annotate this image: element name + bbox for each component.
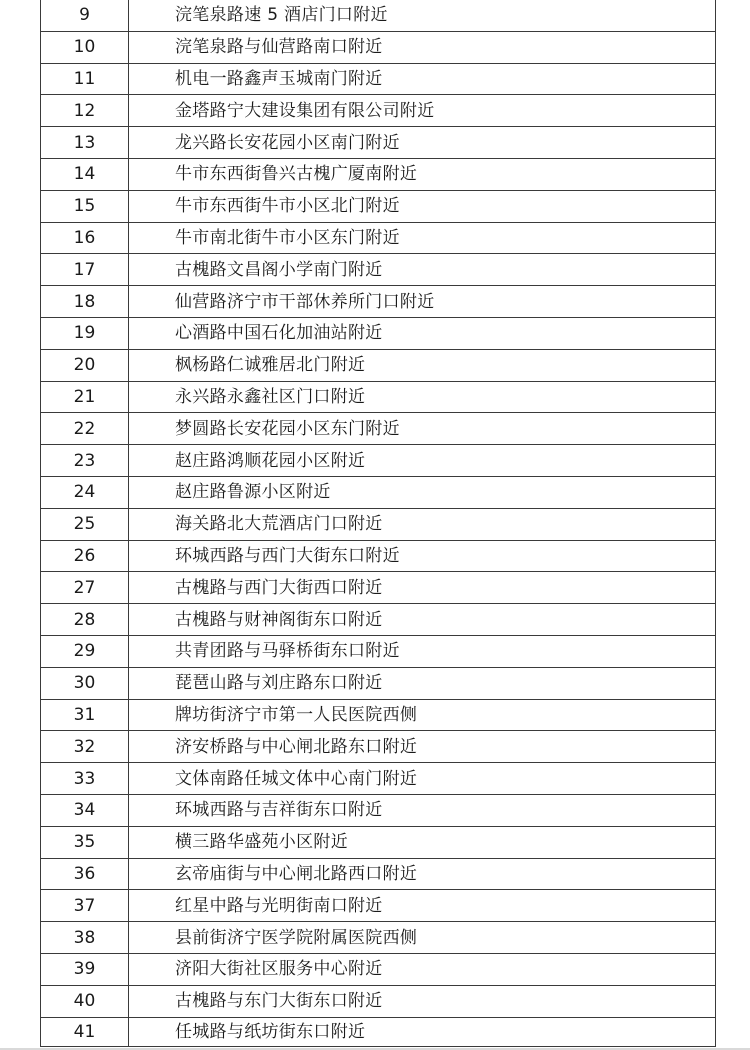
table-row <box>41 540 716 572</box>
table-row <box>41 254 716 286</box>
location-cell: 仙营路济宁市干部休养所门口附近 <box>129 286 716 318</box>
location-cell: 心酒路中国石化加油站附近 <box>129 317 716 349</box>
table-row <box>41 286 716 318</box>
location-table-body <box>41 0 716 1046</box>
table-row <box>41 381 716 413</box>
location-table-container <box>40 0 716 1047</box>
location-cell: 古槐路文昌阁小学南门附近 <box>129 254 716 286</box>
location-cell: 海关路北大荒酒店门口附近 <box>129 508 716 540</box>
row-number-cell: 17 <box>41 254 129 286</box>
location-cell: 任城路与纸坊街东口附近 <box>129 1017 716 1046</box>
table-row <box>41 635 716 667</box>
table-row <box>41 794 716 826</box>
row-number-cell: 35 <box>41 826 129 858</box>
row-number-cell: 37 <box>41 890 129 922</box>
row-number-cell: 40 <box>41 985 129 1017</box>
row-number-cell: 19 <box>41 317 129 349</box>
row-number-cell: 39 <box>41 953 129 985</box>
location-cell: 环城西路与吉祥街东口附近 <box>129 794 716 826</box>
table-row <box>41 572 716 604</box>
table-row <box>41 476 716 508</box>
row-number-cell: 31 <box>41 699 129 731</box>
location-table <box>40 0 716 1047</box>
table-row <box>41 922 716 954</box>
table-row <box>41 95 716 127</box>
row-number-cell: 20 <box>41 349 129 381</box>
location-cell: 机电一路鑫声玉城南门附近 <box>129 63 716 95</box>
row-number-cell: 12 <box>41 95 129 127</box>
location-cell: 金塔路宁大建设集团有限公司附近 <box>129 95 716 127</box>
row-number-cell: 41 <box>41 1017 129 1046</box>
location-cell: 牛市东西街鲁兴古槐广厦南附近 <box>129 158 716 190</box>
table-row <box>41 890 716 922</box>
location-cell: 牛市南北街牛市小区东门附近 <box>129 222 716 254</box>
location-cell: 共青团路与马驿桥街东口附近 <box>129 635 716 667</box>
location-cell: 玄帝庙街与中心闸北路西口附近 <box>129 858 716 890</box>
location-cell: 浣笔泉路与仙营路南口附近 <box>129 31 716 63</box>
table-row <box>41 667 716 699</box>
table-row <box>41 604 716 636</box>
row-number-cell: 21 <box>41 381 129 413</box>
table-row <box>41 699 716 731</box>
table-row <box>41 508 716 540</box>
table-row <box>41 763 716 795</box>
row-number-cell: 36 <box>41 858 129 890</box>
location-cell: 古槐路与西门大街西口附近 <box>129 572 716 604</box>
row-number-cell: 22 <box>41 413 129 445</box>
location-cell: 古槐路与东门大街东口附近 <box>129 985 716 1017</box>
table-row <box>41 826 716 858</box>
location-cell: 琵琶山路与刘庄路东口附近 <box>129 667 716 699</box>
row-number-cell: 29 <box>41 635 129 667</box>
location-cell: 县前街济宁医学院附属医院西侧 <box>129 922 716 954</box>
location-cell: 浣笔泉路速 5 酒店门口附近 <box>129 0 716 31</box>
row-number-cell: 18 <box>41 286 129 318</box>
row-number-cell: 9 <box>41 0 129 31</box>
row-number-cell: 27 <box>41 572 129 604</box>
row-number-cell: 28 <box>41 604 129 636</box>
row-number-cell: 34 <box>41 794 129 826</box>
location-cell: 红星中路与光明街南口附近 <box>129 890 716 922</box>
location-cell: 牌坊街济宁市第一人民医院西侧 <box>129 699 716 731</box>
row-number-cell: 10 <box>41 31 129 63</box>
row-number-cell: 26 <box>41 540 129 572</box>
table-row <box>41 63 716 95</box>
row-number-cell: 11 <box>41 63 129 95</box>
table-row <box>41 0 716 31</box>
location-cell: 龙兴路长安花园小区南门附近 <box>129 127 716 159</box>
location-cell: 济阳大街社区服务中心附近 <box>129 953 716 985</box>
table-row <box>41 158 716 190</box>
location-cell: 环城西路与西门大街东口附近 <box>129 540 716 572</box>
location-cell: 赵庄路鲁源小区附近 <box>129 476 716 508</box>
table-row <box>41 445 716 477</box>
location-cell: 文体南路任城文体中心南门附近 <box>129 763 716 795</box>
row-number-cell: 33 <box>41 763 129 795</box>
location-cell: 赵庄路鸿顺花园小区附近 <box>129 445 716 477</box>
location-cell: 永兴路永鑫社区门口附近 <box>129 381 716 413</box>
location-cell: 古槐路与财神阁街东口附近 <box>129 604 716 636</box>
location-cell: 枫杨路仁诚雅居北门附近 <box>129 349 716 381</box>
row-number-cell: 32 <box>41 731 129 763</box>
row-number-cell: 30 <box>41 667 129 699</box>
table-row <box>41 317 716 349</box>
table-row <box>41 413 716 445</box>
row-number-cell: 23 <box>41 445 129 477</box>
row-number-cell: 14 <box>41 158 129 190</box>
table-row <box>41 127 716 159</box>
table-row <box>41 349 716 381</box>
location-cell: 牛市东西街牛市小区北门附近 <box>129 190 716 222</box>
table-row <box>41 31 716 63</box>
row-number-cell: 16 <box>41 222 129 254</box>
table-row <box>41 953 716 985</box>
table-row <box>41 858 716 890</box>
row-number-cell: 15 <box>41 190 129 222</box>
table-row <box>41 985 716 1017</box>
location-cell: 横三路华盛苑小区附近 <box>129 826 716 858</box>
row-number-cell: 25 <box>41 508 129 540</box>
row-number-cell: 24 <box>41 476 129 508</box>
table-row <box>41 731 716 763</box>
location-cell: 济安桥路与中心闸北路东口附近 <box>129 731 716 763</box>
table-row <box>41 1017 716 1046</box>
location-cell: 梦圆路长安花园小区东门附近 <box>129 413 716 445</box>
table-row <box>41 222 716 254</box>
row-number-cell: 38 <box>41 922 129 954</box>
row-number-cell: 13 <box>41 127 129 159</box>
table-row <box>41 190 716 222</box>
